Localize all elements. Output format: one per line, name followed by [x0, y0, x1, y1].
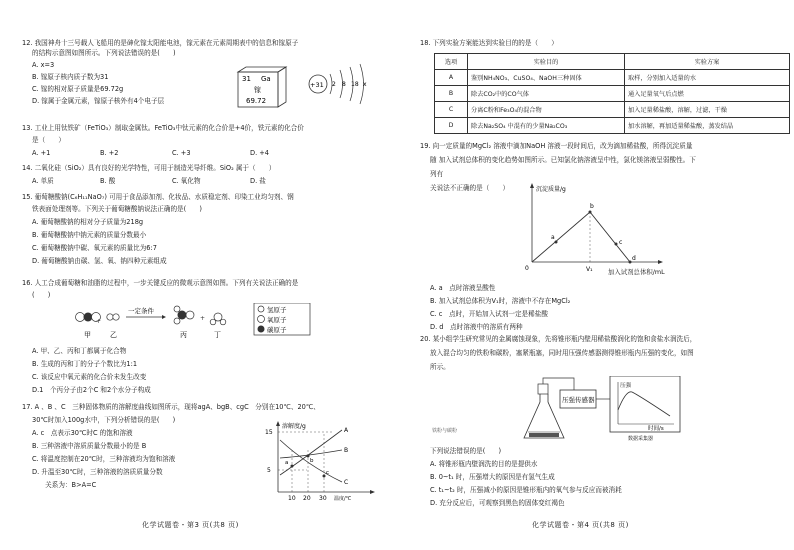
q18-stem: 18. 下列实验方案能达到实验目的的是（ ）	[420, 39, 558, 47]
q12-stem-line1: 12. 我国神舟十三号载人飞船用的是砷化镓太阳能电池，镓元素在元素周期表中的信息和镓原子	[22, 39, 299, 47]
q15-option-c: C. 葡萄糖酸钠中碳、氧元素的质量比为6:7	[32, 244, 157, 252]
q12-stem-line2: 的结构示意图如图所示。下列说法错误的是( )	[32, 49, 176, 57]
q19-stem-line4: 关说法不正确的是（ ）	[430, 184, 510, 192]
q17-option-d-cont: 关系为：B>A=C	[32, 481, 97, 489]
q19-origin: 0	[525, 265, 529, 272]
q17-xunit: 温度/℃	[334, 496, 352, 502]
q16-options	[22, 345, 151, 395]
table-row	[435, 86, 790, 102]
q17-xtick-10: 10	[288, 495, 296, 502]
table-header-plan: 实验方案	[625, 54, 790, 70]
left-page	[22, 0, 397, 550]
table-cell: 除去CO₂中的CO气体	[468, 86, 625, 102]
q15-stem-line1: 15. 葡萄糖酸钠(C₆H₁₁NaO₇) 可用于食品添加剂、化妆品、水质稳定剂、印染工业均匀剂、钢	[22, 193, 294, 201]
atom-shell-1: 2	[332, 81, 336, 88]
legend-hydrogen: 氢原子	[267, 306, 287, 314]
series-c: C	[344, 479, 349, 486]
table-row	[435, 70, 790, 86]
q17-option-a: A. c 点表示30℃时C 的饱和溶液	[32, 429, 133, 437]
label-yi: 乙	[110, 331, 117, 339]
q13-option-b: B. +2	[100, 149, 119, 157]
q17-xtick-20: 20	[303, 495, 311, 502]
q20-xlabel: 时间/s	[648, 426, 664, 432]
table-header-purpose: 实验目的	[468, 54, 625, 70]
q19-precipitate-chart	[520, 182, 700, 278]
q19-option-d: D. d 点时溶液中的溶质有两种	[430, 323, 523, 331]
tile-symbol: Ga	[261, 75, 271, 83]
q17-stem-line1: 17. A 、B 、C 三种固体物质的溶解度曲线如图所示，现将agA、bgB、cgC 分别在10℃、20℃、	[22, 403, 320, 411]
series-a: A	[344, 427, 349, 434]
label-jia: 甲	[84, 331, 91, 339]
q14-option-b: B. 酸	[100, 177, 116, 185]
q17-xtick-30: 30	[319, 495, 327, 502]
q20-stem-line1: 20. 某小组学生研究常见的金属腐蚀现象，先将锥形瓶内壁用稀盐酸润化的饱和食盐水润洗后，	[420, 335, 697, 343]
q20-options	[420, 446, 622, 508]
tile-mass: 69.72	[246, 97, 267, 105]
q17-solubility-chart	[262, 420, 382, 502]
q17-ytick-15: 15	[265, 429, 273, 436]
q15-option-a: A. 葡萄糖酸钠的相对分子质量为218g	[32, 218, 144, 226]
left-page-footer: 化学试题卷・第3 页(共8 页)	[142, 521, 239, 529]
question-20	[420, 334, 696, 372]
table-cell: A	[435, 70, 468, 86]
table-cell: 取样，分别加入适量的水	[625, 70, 790, 86]
table-cell: 分离C粉和Fe₃O₄的混合物	[468, 102, 625, 118]
point-a: a	[285, 460, 289, 466]
label-ding: 丁	[214, 331, 221, 339]
q14-option-d: D. 盐	[250, 177, 266, 185]
table-cell: 鉴别NH₄NO₃、CuSO₄、NaOH三种固体	[468, 70, 625, 86]
right-page	[420, 0, 794, 550]
q18-experiment-table	[434, 53, 790, 134]
reaction-condition: 一定条件	[128, 307, 154, 315]
question-15	[22, 192, 294, 266]
q12-option-d: D. 镓属于金属元素，镓原子核外有4个电子层	[32, 97, 165, 105]
point-b: b	[310, 458, 314, 464]
q17-option-c: C. 将温度控制在20℃时，三种溶液均为饱和溶液	[32, 455, 176, 463]
pressure-sensor-label: 压强传感器	[562, 396, 595, 404]
q19-point-a: a	[551, 234, 555, 241]
q17-stem-line2: 30℃时加入100g水中，下列分析错误的是( )	[32, 416, 176, 424]
q14-option-c: C. 氧化物	[172, 177, 201, 185]
table-row	[435, 102, 790, 118]
curve-a	[280, 430, 342, 475]
q17-ylabel: 溶解度/g	[282, 423, 306, 430]
atom-shell-2: 8	[342, 81, 346, 88]
q16-option-a: A. 甲、乙、丙和丁都属于化合物	[32, 347, 127, 355]
q16-stem-line2: ( )	[32, 291, 51, 299]
point-c: c	[326, 470, 330, 476]
table-cell: 通入足量氧气后点燃	[625, 86, 790, 102]
q19-options	[420, 283, 570, 332]
q14-option-a: A. 单质	[32, 177, 54, 185]
question-16	[22, 278, 298, 300]
table-cell: B	[435, 86, 468, 102]
gallium-element-tile	[234, 66, 302, 108]
q19-ylabel: 沉淀质量/g	[536, 186, 566, 193]
table-cell: 除去Na₂SO₄ 中混有的少量Na₂CO₃	[468, 118, 625, 134]
q19-option-c: C. c 点时，开始加入试剂一定是稀盐酸	[430, 310, 548, 318]
q19-option-a: A. a 点时溶液呈酸性	[430, 284, 496, 292]
question-14	[22, 163, 275, 186]
q13-option-a: A. +1	[32, 149, 51, 157]
q20-ylabel: 压强	[620, 383, 632, 389]
tile-name: 镓	[254, 86, 261, 94]
q19-option-b: B. 加入试剂总体积为V₁时，溶液中不存在MgCl₂	[430, 297, 571, 305]
q20-option-d: D. 充分反应后，可观察到黑色的固体变红褐色	[430, 499, 565, 507]
q20-caption: 数据采集器	[628, 436, 654, 442]
q15-stem-line2: 铁表面处理剂等。下列关于葡萄糖酸钠说法正确的是( )	[32, 205, 202, 213]
table-cell: 加水溶解，再加适量稀盐酸，蒸发结晶	[625, 118, 790, 134]
q20-apparatus-diagram	[520, 376, 720, 444]
table-row	[435, 118, 790, 134]
right-page-footer: 化学试题卷・第4 页(共8 页)	[532, 521, 629, 529]
q16-option-c: C. 该反应中氧元素的化合价未发生改变	[32, 373, 147, 381]
series-b: B	[344, 447, 349, 454]
q12-option-a: A. x=3	[32, 61, 55, 69]
q16-option-d: D.1 个丙分子由2个C 和2个水分子构成	[32, 386, 151, 394]
table-cell: D	[435, 118, 468, 134]
question-13	[22, 123, 304, 158]
q19-stem-line3: 列有	[430, 170, 444, 178]
q19-stem-line2: 随 加入试剂总体积的变化趋势如图所示。已知氯化钠溶液呈中性，氯化镁溶液呈弱酸性。下	[430, 156, 696, 164]
q12-option-b: B. 镓原子核内质子数为31	[32, 73, 109, 81]
q12-option-c: C. 镓的相对原子质量是69.72g	[32, 85, 124, 93]
svg-text:+: +	[96, 318, 102, 325]
q20-stem-line4: 下列说法错误的是( )	[430, 447, 502, 455]
q20-flask-label: 铁粉与碳粉	[432, 428, 458, 434]
q20-option-b: B. 0~t₁ 时，压强增大的原因是有氢气生成	[430, 473, 555, 481]
gallium-atom-structure	[306, 62, 376, 106]
legend-oxygen: 氧原子	[267, 316, 287, 324]
atom-shell-3: 18	[351, 81, 359, 88]
q13-stem-line2: 是（ ）	[32, 136, 65, 144]
q19-xlabel: 加入试剂总体积/mL	[608, 268, 665, 276]
q16-stem-line1: 16. 人工合成葡萄糖和油脂的过程中，一步关键反应的微观示意图如图。下列有关说法正确的是	[22, 279, 299, 287]
q16-option-b: B. 生成的丙和丁的分子个数比为1:1	[32, 360, 138, 368]
q15-option-b: B. 葡萄糖酸钠中钠元素的质量分数最小	[32, 231, 147, 239]
question-18	[420, 38, 558, 48]
q17-option-b: B. 三种溶液中溶质质量分数最小的是 B	[32, 442, 147, 450]
q13-option-d: D. +4	[250, 149, 269, 157]
q20-stem-line3: 所示。	[430, 363, 450, 371]
table-header-row	[435, 54, 790, 70]
atom-nucleus: +31	[310, 81, 324, 89]
q19-point-b: b	[590, 203, 594, 210]
q19-point-d: d	[632, 255, 636, 262]
tile-atomic-number: 31	[242, 75, 251, 83]
q13-option-c: C. +3	[172, 149, 191, 157]
q19-stem-line1: 19. 向一定质量的MgCl₂ 溶液中滴加NaOH 溶液一段时间后，改为滴加稀盐酸，所得沉淀质量	[420, 142, 693, 150]
q14-stem: 14. 二氧化硅（SiO₂）具有良好的光学特性，可用于制造光导纤维。SiO₂ 属于（ ）	[22, 164, 276, 172]
table-cell: 加入足量稀盐酸，溶解，过滤，干燥	[625, 102, 790, 118]
legend-carbon: 碳原子	[267, 326, 287, 334]
q13-stem-line1: 13. 工业上用钛铁矿（FeTiO₃）制取金属钛。FeTiO₃中钛元素的化合价是+4价，铁元素的化合价	[22, 124, 304, 132]
q17-ytick-5: 5	[267, 467, 271, 474]
q16-molecule-diagram	[72, 303, 322, 343]
label-bing: 丙	[180, 331, 187, 339]
q17-option-d: D. 升温至30℃时，三种溶液的溶质质量分数	[32, 468, 163, 476]
q20-stem-line2: 放入混合均匀的铁粉和碳粉，塞紧瓶塞，同时用压强传感器测得锥形瓶内压强的变化，如图	[430, 349, 694, 357]
q19-point-c: c	[619, 239, 623, 246]
q19-v1: V₁	[586, 266, 593, 273]
table-header-option: 选项	[435, 54, 468, 70]
q20-option-a: A. 将锥形瓶内壁润洗的目的是提供水	[430, 460, 538, 468]
table-cell: C	[435, 102, 468, 118]
q20-pressure-curve	[618, 392, 670, 416]
q20-option-c: C. t₁~t₂ 时，压强减小的原因是锥形瓶内的氧气参与反应而被消耗	[430, 486, 622, 494]
svg-text:+: +	[200, 315, 206, 322]
q19-curve	[532, 212, 630, 262]
curve-b	[280, 450, 342, 458]
q15-option-d: D. 葡萄糖酸钠由碳、氢、氧、钠四种元素组成	[32, 257, 167, 265]
atom-shell-4: x	[363, 81, 367, 88]
